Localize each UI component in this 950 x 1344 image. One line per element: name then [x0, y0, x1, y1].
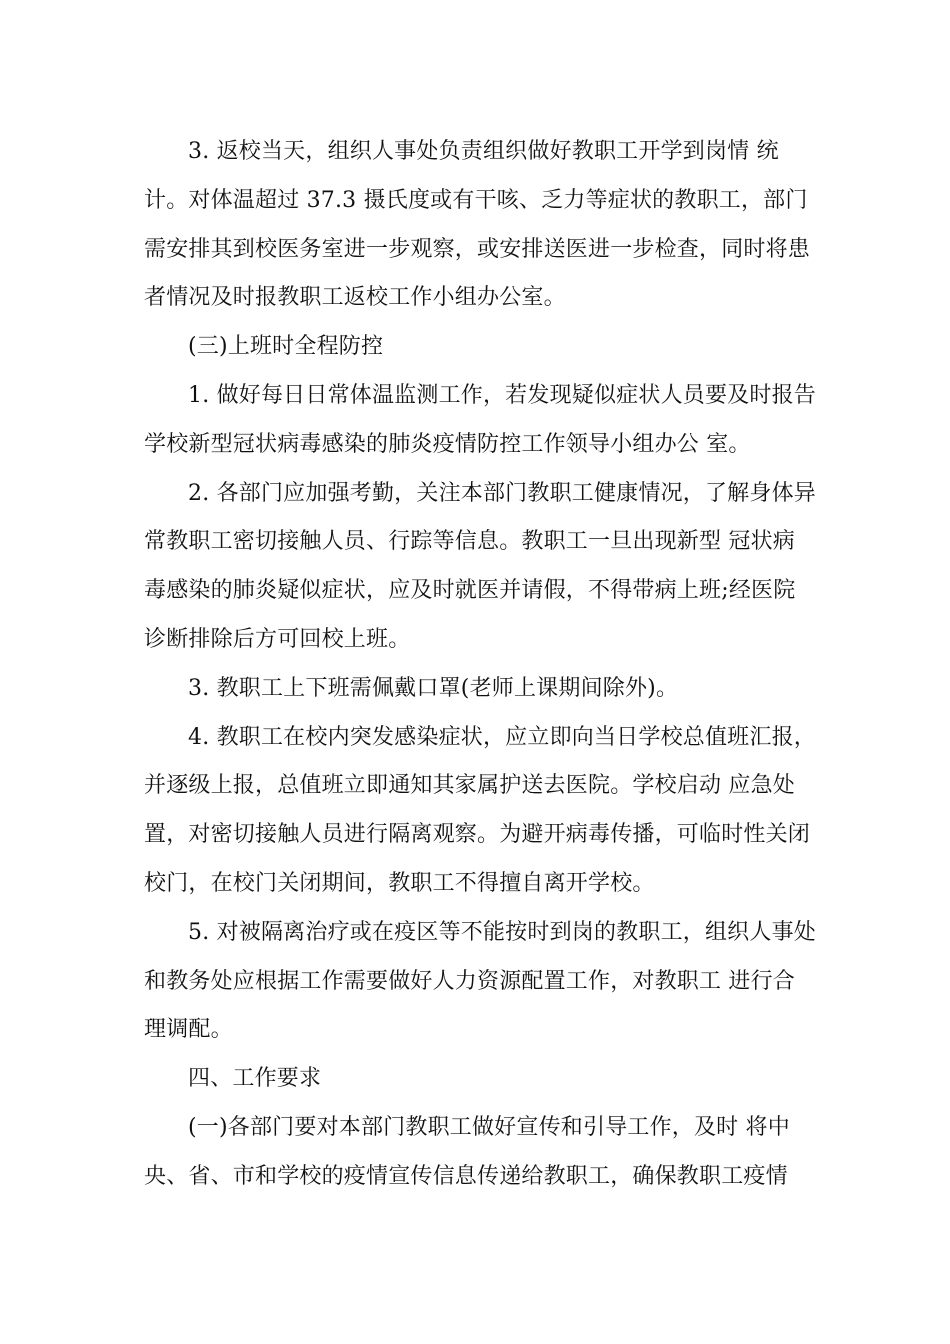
paragraph-temperature-monitoring: 1. 做好每日日常体温监测工作，若发现疑似症状人员要及时报告学校新型冠状病毒感染的肺炎疫情防控工作领导小组办公 室。 — [144, 382, 816, 457]
paragraph-masks: 3. 教职工上下班需佩戴口罩(老师上课期间除外)。 — [188, 675, 679, 701]
paragraph-sudden-symptoms: 4. 教职工在校内突发感染症状，应立即向当日学校总值班汇报，并逐级上报，总值班立即通知其家属护送去医院。学校启动 应急处置，对密切接触人员进行隔离观察。为避开病毒传播，可临时性关闭校门，在校门关闭期间，教职工不得擅自离开学校。 — [144, 724, 816, 896]
paragraph-attendance: 2. 各部门应加强考勤，关注本部门教职工健康情况，了解身体异常教职工密切接触人员、行踪等信息。教职工一旦出现新型 冠状病毒感染的肺炎疑似症状，应及时就医并请假，不得带病上班;经医院诊断排除后方可回校上班。 — [144, 480, 816, 652]
section-heading-requirements: 四、工作要求 — [188, 1066, 322, 1092]
paragraph-staffing: 5. 对被隔离治疗或在疫区等不能按时到岗的教职工，组织人事处和教务处应根据工作需要做好人力资源配置工作，对教职工 进行合理调配。 — [144, 919, 816, 1043]
document-body — [144, 128, 816, 1202]
paragraph-publicity: (一)各部门要对本部门教职工做好宣传和引导工作，及时 将中央、省、市和学校的疫情宣传信息传递给教职工，确保教职工疫情 — [144, 1114, 790, 1189]
section-heading-work-prevention: (三)上班时全程防控 — [188, 334, 384, 360]
paragraph-arrival-day: 3. 返校当天，组织人事处负责组织做好教职工开学到岗情 统计。对体温超过 37.3 摄氏度或有干咳、乏力等症状的教职工，部门需安排其到校医务室进一步观察，或安排送医进一步检查，同时将患者情况及时报教职工返校工作小组办公室。 — [144, 139, 811, 311]
